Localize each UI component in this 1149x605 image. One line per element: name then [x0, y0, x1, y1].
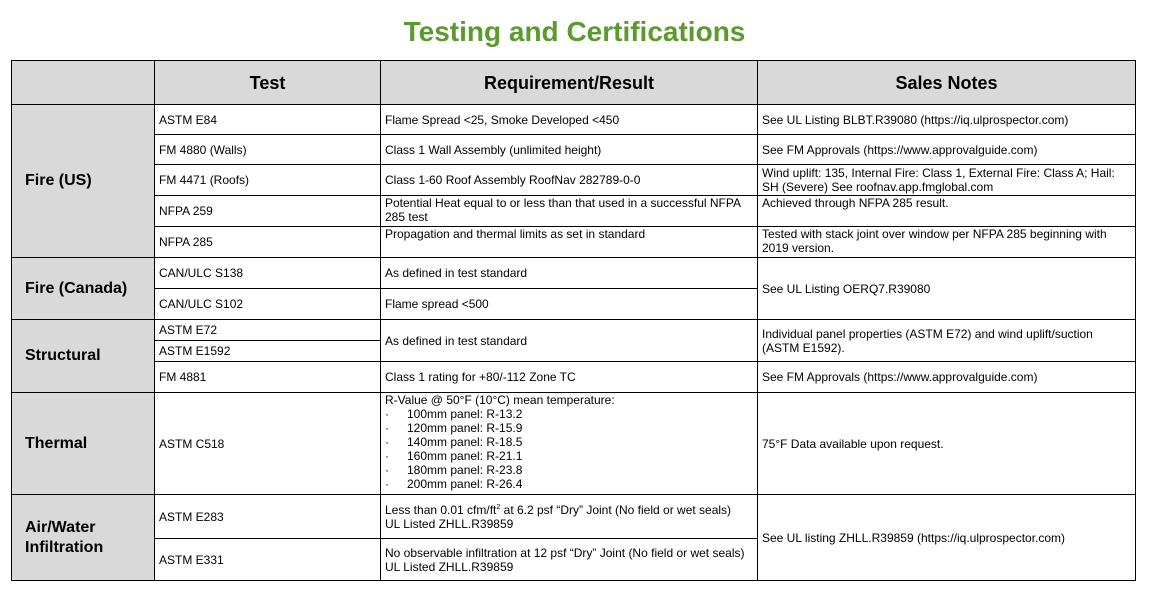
- table-row: [12, 227, 1136, 258]
- table-row: [12, 320, 1136, 341]
- test-cell: ASTM C518: [155, 393, 381, 495]
- requirement-cell: Flame spread <500: [381, 289, 758, 320]
- category-thermal: Thermal: [12, 393, 155, 495]
- requirement-cell: Class 1-60 Roof Assembly RoofNav 282789-0-0: [381, 165, 758, 196]
- list-item: · 140mm panel: R-18.5: [385, 435, 523, 449]
- notes-cell: Achieved through NFPA 285 result.: [758, 196, 1136, 227]
- category-structural: Structural: [12, 320, 155, 393]
- notes-cell: See UL Listing OERQ7.R39080: [758, 258, 1136, 320]
- requirement-cell: Class 1 Wall Assembly (unlimited height): [381, 135, 758, 165]
- table-row: [12, 165, 1136, 196]
- list-item: · 180mm panel: R-23.8: [385, 463, 523, 477]
- header-notes: Sales Notes: [758, 61, 1136, 105]
- test-cell: NFPA 259: [155, 196, 381, 227]
- page-title: Testing and Certifications: [403, 16, 746, 47]
- header-requirement: Requirement/Result: [381, 61, 758, 105]
- category-fire-us: Fire (US): [12, 105, 155, 258]
- header-category: [12, 61, 155, 105]
- list-item: · 160mm panel: R-21.1: [385, 449, 523, 463]
- test-cell: FM 4471 (Roofs): [155, 165, 381, 196]
- header-test: Test: [155, 61, 381, 105]
- table-row: [12, 258, 1136, 289]
- category-fire-canada: Fire (Canada): [12, 258, 155, 320]
- requirement-cell: No observable infiltration at 12 psf “Dry” Joint (No field or wet seals) UL Listed ZHLL.R39859: [381, 539, 758, 581]
- table-row: [12, 362, 1136, 393]
- table-row: [12, 105, 1136, 135]
- notes-cell: Wind uplift: 135, Internal Fire: Class 1, External Fire: Class A; Hail: SH (Severe) See roofnav.app.fmglobal.com: [758, 165, 1136, 196]
- list-item: · 120mm panel: R-15.9: [385, 421, 523, 435]
- test-cell: ASTM E72: [155, 320, 381, 341]
- table-row: [12, 495, 1136, 539]
- notes-cell: See UL Listing BLBT.R39080 (https://iq.ulprospector.com): [758, 105, 1136, 135]
- table-row: [12, 393, 1136, 495]
- test-cell: CAN/ULC S138: [155, 258, 381, 289]
- requirement-cell: Class 1 rating for +80/-112 Zone TC: [381, 362, 758, 393]
- table-row: [12, 135, 1136, 165]
- header-row: [12, 61, 1136, 105]
- notes-cell: See FM Approvals (https://www.approvalguide.com): [758, 135, 1136, 165]
- test-cell: CAN/ULC S102: [155, 289, 381, 320]
- requirement-cell: Less than 0.01 cfm/$ft^2$ at 6.2 psf “Dry” Joint (No field or wet seals) UL Listed ZHLL.R39859: [381, 495, 758, 539]
- notes-cell: See UL listing ZHLL.R39859 (https://iq.ulprospector.com): [758, 495, 1136, 581]
- list-item: · 100mm panel: R-13.2: [385, 407, 523, 421]
- requirement-cell: As defined in test standard: [381, 258, 758, 289]
- notes-cell: See FM Approvals (https://www.approvalguide.com): [758, 362, 1136, 393]
- requirement-cell: Potential Heat equal to or less than that used in a successful NFPA 285 test: [381, 196, 758, 227]
- test-cell: ASTM E331: [155, 539, 381, 581]
- requirement-cell: As defined in test standard: [381, 320, 758, 362]
- requirement-cell: Propagation and thermal limits as set in standard: [381, 227, 758, 258]
- test-cell: NFPA 285: [155, 227, 381, 258]
- notes-cell: Individual panel properties (ASTM E72) and wind uplift/suction (ASTM E1592).: [758, 320, 1136, 362]
- requirement-cell: [381, 393, 758, 495]
- table-row: [12, 196, 1136, 227]
- test-cell: ASTM E84: [155, 105, 381, 135]
- certifications-table: [11, 60, 1136, 581]
- test-cell: FM 4880 (Walls): [155, 135, 381, 165]
- test-cell: ASTM E1592: [155, 341, 381, 362]
- notes-cell: 75°F Data available upon request.: [758, 393, 1136, 495]
- notes-cell: Tested with stack joint over window per NFPA 285 beginning with 2019 version.: [758, 227, 1136, 258]
- list-item: · 200mm panel: R-26.4: [385, 477, 523, 491]
- category-air-water: Air/Water Infiltration: [12, 495, 155, 581]
- r-value-heading: R-Value @ 50°F (10°C) mean temperature:: [385, 393, 615, 407]
- requirement-cell: Flame Spread <25, Smoke Developed <450: [381, 105, 758, 135]
- test-cell: FM 4881: [155, 362, 381, 393]
- test-cell: ASTM E283: [155, 495, 381, 539]
